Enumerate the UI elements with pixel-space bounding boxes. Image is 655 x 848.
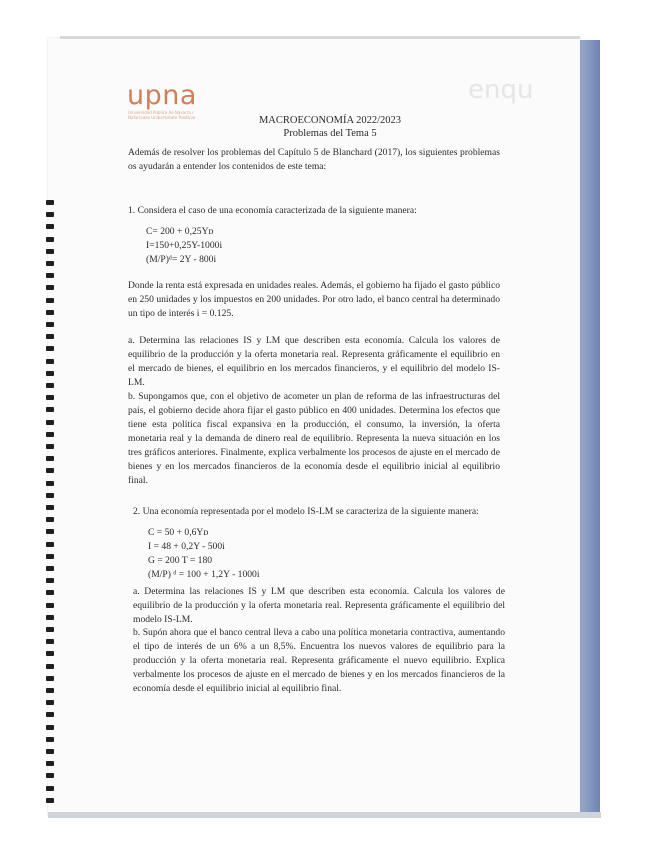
problem1-part-b: b. Supongamos que, con el objetivo de acometer un plan de reforma de las infraestructuras del país, el gobierno decide ahora fijar el gasto público en 400 unidades. Determina los efectos que tiene esta política fiscal expansiva en la producción, el consumo, la inversión, la oferta monetaria real y la demanda de dinero real de equilibrio. Representa la nueva situación en los tres gráficos anteriores. Finalmente, explica verbalmente los procesos de ajuste en el mercado de bienes y en los mercados financieros de la economía desde el equilibrio inicial al equilibrio final. (128, 391, 500, 486)
problem2-part-a: a. Determina las relaciones IS y LM que describen esta economía. Calcula los valores de equilibrio de la producción y la oferta monetaria real. Representa gráficamente el equilibrio del modelo IS-LM. (133, 586, 505, 625)
spiral-ring (46, 773, 54, 778)
problem1-statement: Donde la renta está expresada en unidades reales. Además, el gobierno ha fijado el gasto público en 250 unidades y los impuestos en 200 unidades. Por otro lado, el banco central ha determinado un tipo de interés i = 0.125. (128, 280, 500, 319)
spiral-ring (46, 542, 54, 547)
spiral-ring (46, 664, 54, 669)
spiral-ring (46, 407, 54, 412)
course-title: MACROECONOMÍA 2022/2023 (258, 115, 402, 126)
document-heading (200, 114, 460, 140)
bleed-through-logo: enqu (468, 75, 534, 105)
spiral-ring (46, 456, 54, 461)
spiral-ring (46, 688, 54, 693)
page-top-edge (60, 36, 580, 39)
spiral-ring (46, 371, 54, 376)
problem2-part-b: b. Supón ahora que el banco central lleva a cabo una política monetaria contractiva, aumentando el tipo de interés de un 6% a un 8,5%. Encuentra los nuevos valores de equilibrio para la producción y la oferta monetaria real. Representa gráficamente el nuevo equilibrio. Explica verbalmente los procesos de ajuste en el mercado de bienes y en los mercados financieros de la economía desde el equilibrio inicial al equilibrio final. (133, 627, 505, 694)
spiral-ring (46, 603, 54, 608)
problem-set-title: Problemas del Tema 5 (283, 128, 377, 139)
spiral-ring (46, 420, 54, 425)
spiral-binding (44, 200, 58, 810)
problem2-title: 2. Una economía representada por el modelo IS-LM se caracteriza de la siguiente manera: (133, 506, 479, 517)
spiral-ring (46, 712, 54, 717)
page-bottom-edge (48, 812, 601, 818)
spiral-ring (46, 578, 54, 583)
upna-logo: upna (127, 80, 197, 111)
spiral-ring (46, 383, 54, 388)
spiral-ring (46, 590, 54, 595)
spiral-ring (46, 432, 54, 437)
equation-consumption: C = 50 + 0,6Yᴅ (148, 527, 209, 538)
problem1-part-a: a. Determina las relaciones IS y LM que describen esta economía. Calcula los valores de equilibrio de la producción y la oferta monetaria real. Representa gráficamente el equilibrio en el mercado de bienes, el equilibrio en los mercados financieros, y el equilibrio del modelo IS-LM. (128, 335, 500, 388)
spiral-ring (46, 529, 54, 534)
equation-investment: I=150+0,25Y-1000i (146, 240, 223, 251)
spiral-ring (46, 725, 54, 730)
spiral-ring (46, 395, 54, 400)
spiral-ring (46, 786, 54, 791)
spiral-ring (46, 237, 54, 242)
spiral-ring (46, 346, 54, 351)
spiral-ring (46, 298, 54, 303)
binder-edge (580, 40, 600, 814)
spiral-ring (46, 554, 54, 559)
logo-tagline: Universidad Pública de Navarra / Nafarroako Unibertsitate Publikoa (128, 110, 196, 120)
spiral-ring (46, 493, 54, 498)
equation-consumption: C= 200 + 0,25Yᴅ (146, 226, 214, 237)
spiral-ring (46, 359, 54, 364)
equation-investment: I = 48 + 0,2Y - 500i (148, 541, 225, 552)
spiral-ring (46, 676, 54, 681)
spiral-ring (46, 737, 54, 742)
spiral-ring (46, 798, 54, 803)
problem2-equations (148, 526, 260, 582)
spiral-ring (46, 749, 54, 754)
spiral-ring (46, 261, 54, 266)
spiral-ring (46, 249, 54, 254)
spiral-ring (46, 505, 54, 510)
spiral-ring (46, 481, 54, 486)
spiral-ring (46, 700, 54, 705)
spiral-ring (46, 468, 54, 473)
intro-paragraph: Además de resolver los problemas del Capítulo 5 de Blanchard (2017), los siguientes problemas os ayudarán a entender los contenidos de este tema: (128, 147, 500, 172)
spiral-ring (46, 651, 54, 656)
equation-government-taxes: G = 200 T = 180 (148, 555, 213, 566)
spiral-ring (46, 627, 54, 632)
equation-money-demand: (M/P)ᵈ= 2Y - 800i (146, 254, 217, 265)
spiral-ring (46, 761, 54, 766)
spiral-ring (46, 444, 54, 449)
spiral-ring (46, 212, 54, 217)
spiral-ring (46, 639, 54, 644)
problem1-equations (146, 225, 222, 267)
problem1-title: 1. Considera el caso de una economía caracterizada de la siguiente manera: (128, 205, 417, 216)
spiral-ring (46, 224, 54, 229)
spiral-ring (46, 517, 54, 522)
equation-money-demand: (M/P) ᵈ = 100 + 1,2Y - 1000i (148, 569, 260, 580)
spiral-ring (46, 615, 54, 620)
spiral-ring (46, 273, 54, 278)
spiral-ring (46, 334, 54, 339)
spiral-ring (46, 310, 54, 315)
spiral-ring (46, 285, 54, 290)
spiral-ring (46, 566, 54, 571)
spiral-ring (46, 200, 54, 205)
spiral-ring (46, 322, 54, 327)
